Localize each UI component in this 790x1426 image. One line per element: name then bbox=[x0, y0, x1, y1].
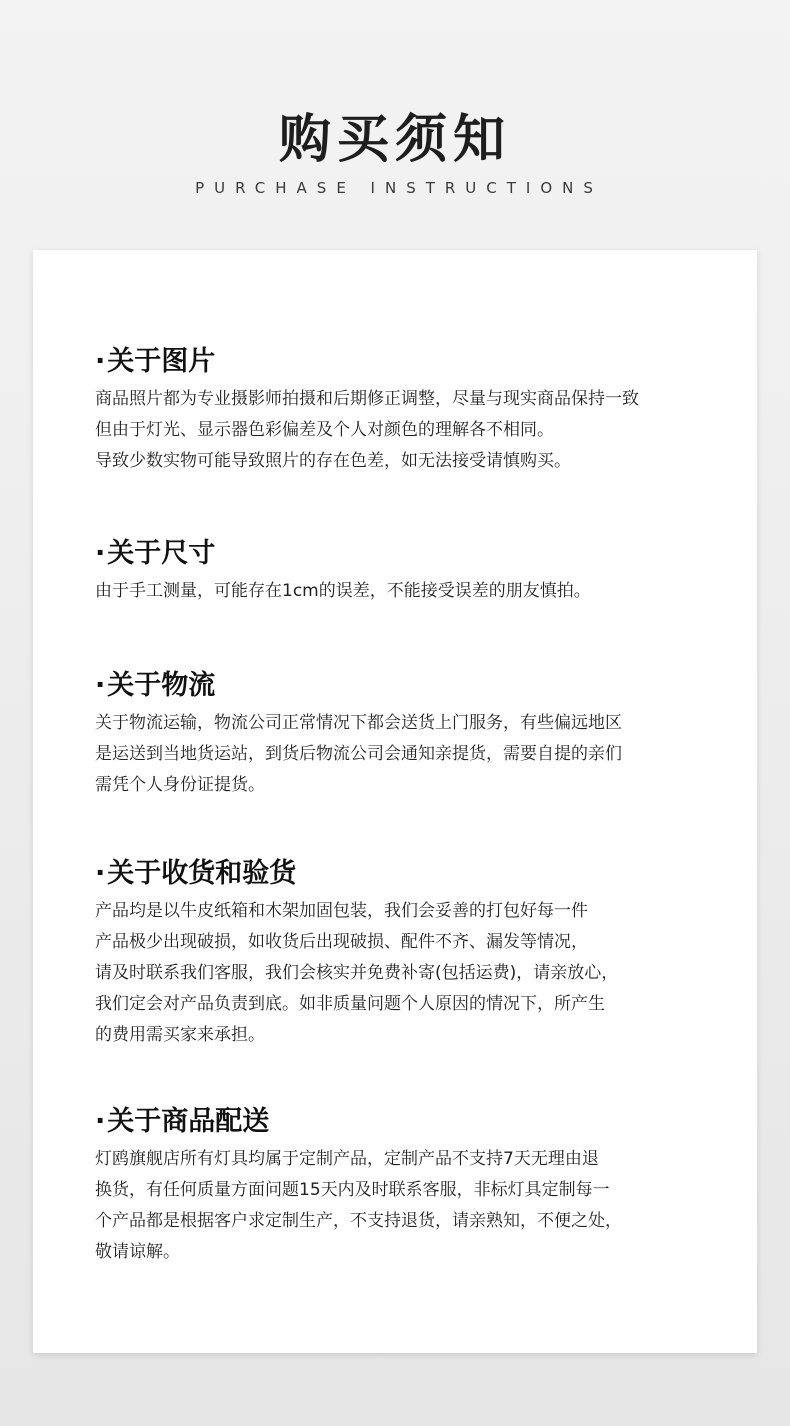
section-size bbox=[95, 536, 735, 607]
section-heading bbox=[95, 1104, 735, 1140]
section-title: 关于商品配送 bbox=[107, 1106, 270, 1137]
page-title: 购买须知 bbox=[278, 110, 511, 170]
section-heading bbox=[95, 856, 735, 892]
paragraph-line: 产品均是以牛皮纸箱和木架加固包装，我们会妥善的打包好每一件 bbox=[95, 901, 588, 921]
bullet: · bbox=[95, 670, 106, 701]
section-delivery bbox=[95, 1104, 735, 1268]
paragraph-line: 关于物流运输，物流公司正常情况下都会送货上门服务，有些偏远地区 bbox=[95, 713, 622, 733]
bullet: · bbox=[95, 858, 106, 889]
section-heading bbox=[95, 668, 735, 704]
bullet: · bbox=[95, 538, 106, 569]
paragraph-line: 敬请谅解。 bbox=[95, 1242, 180, 1262]
section-heading bbox=[95, 344, 735, 380]
paragraph-line: 我们定会对产品负责到底。如非质量问题个人原因的情况下，所产生 bbox=[95, 994, 605, 1014]
page-header bbox=[0, 0, 790, 250]
paragraph-line: 换货，有任何质量方面问题15天内及时联系客服，非标灯具定制每一 bbox=[95, 1180, 610, 1200]
page-subtitle: PURCHASE INSTRUCTIONS bbox=[195, 179, 603, 197]
section-title: 关于尺寸 bbox=[107, 538, 216, 569]
paragraph-line: 商品照片都为专业摄影师拍摄和后期修正调整，尽量与现实商品保持一致 bbox=[95, 389, 639, 409]
paragraph-line: 的费用需买家来承担。 bbox=[95, 1025, 265, 1045]
section-receiving bbox=[95, 856, 735, 1051]
paragraph-line: 但由于灯光、显示器色彩偏差及个人对颜色的理解各不相同。 bbox=[95, 420, 554, 440]
section-title: 关于物流 bbox=[107, 670, 216, 701]
section-pictures bbox=[95, 344, 735, 477]
section-title: 关于图片 bbox=[107, 346, 216, 377]
paragraph-line: 是运送到当地货运站，到货后物流公司会通知亲提货，需要自提的亲们 bbox=[95, 744, 622, 764]
paragraph-line: 由于手工测量，可能存在1cm的误差，不能接受误差的朋友慎拍。 bbox=[95, 581, 591, 601]
bullet: · bbox=[95, 1106, 106, 1137]
section-logistics bbox=[95, 668, 735, 801]
bullet: · bbox=[95, 346, 106, 377]
paragraph-line: 产品极少出现破损，如收货后出现破损、配件不齐、漏发等情况， bbox=[95, 932, 588, 952]
section-heading bbox=[95, 536, 735, 572]
paragraph-line: 灯鸥旗舰店所有灯具均属于定制产品，定制产品不支持7天无理由退 bbox=[95, 1149, 599, 1169]
paragraph-line: 个产品都是根据客户求定制生产，不支持退货，请亲熟知，不便之处， bbox=[95, 1211, 622, 1231]
paragraph-line: 导致少数实物可能导致照片的存在色差，如无法接受请慎购买。 bbox=[95, 451, 571, 471]
paragraph-line: 需凭个人身份证提货。 bbox=[95, 775, 265, 795]
paragraph-line: 请及时联系我们客服，我们会核实并免费补寄(包括运费)，请亲放心， bbox=[95, 963, 619, 983]
section-title: 关于收货和验货 bbox=[107, 858, 297, 889]
instructions-card bbox=[33, 250, 757, 1353]
